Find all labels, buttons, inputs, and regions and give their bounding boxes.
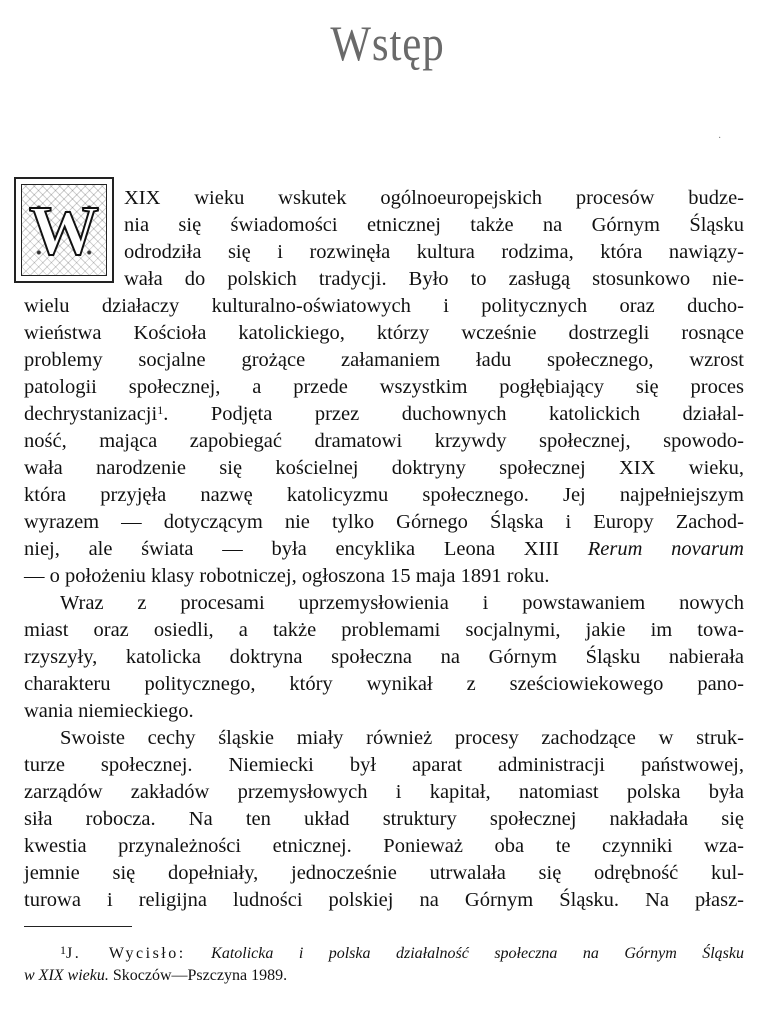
footnote-line — [24, 944, 744, 964]
text-run: niej, ale świata — była encyklika Leona XIII — [24, 538, 560, 560]
scan-speck: · — [718, 133, 722, 144]
text-line: zarządów zakładów przemysłowych i kapitał, natomiast polska była — [24, 781, 744, 803]
text-line — [24, 536, 744, 563]
text-line: ność, mająca zapobiegać dramatowi krzywdy społecznej, spowodo- — [24, 430, 744, 452]
text-line: nia się świadomości etnicznej także na Górnym Śląsku — [124, 214, 744, 236]
text-line: siła robocza. Na ten układ struktury społecznej nakładała się — [24, 808, 744, 830]
text-line: — o położeniu klasy robotniczej, ogłoszona 15 maja 1891 roku. — [24, 565, 550, 587]
footnote-work: Katolicka i polska działalność społeczna na Górnym Śląsku — [211, 945, 745, 962]
text-run: . Podjęta przez duchownych katolickich działal- — [163, 403, 744, 425]
footnote-author: J. Wycisło: — [66, 945, 186, 962]
initial-ornament — [21, 184, 107, 276]
encyclical-title: Rerum novarum — [587, 538, 744, 560]
text-line: kwestia przynależności etnicznej. Ponieważ oba te czynniki wza- — [24, 835, 744, 857]
text-line: wała narodzenie się kościelnej doktryny społecznej XIX wieku, — [24, 457, 744, 479]
text-line: wania niemieckiego. — [24, 700, 194, 722]
text-line: która przyjęła nazwę katolicyzmu społecznego. Jej najpełniejszym — [24, 484, 744, 506]
text-line: turowa i religijna ludności polskiej na Górnym Śląsku. Na płasz- — [24, 889, 744, 911]
footnote-rule — [24, 926, 132, 927]
footnote-marker: 1 — [60, 943, 66, 957]
text-line: patologii społecznej, a przede wszystkim pogłębiający się proces — [24, 376, 744, 398]
text-line: problemy socjalne grożące załamaniem ładu społecznego, wzrost — [24, 349, 744, 371]
page-title: Wstęp — [330, 15, 445, 71]
footnote-line — [24, 966, 744, 986]
text-line: wała do polskich tradycji. Było to zasługą stosunkowo nie- — [124, 268, 744, 290]
footnote-reference: 1 — [157, 403, 164, 417]
footnote-work: w XIX wieku. — [24, 967, 109, 984]
text-line: jemnie się dopełniały, jednocześnie utrwalała się odrębność kul- — [24, 862, 744, 884]
text-line: wieństwa Kościoła katolickiego, którzy wcześnie dostrzegli rosnące — [24, 322, 744, 344]
text-line: turze społecznej. Niemiecki był aparat administracji państwowej, — [24, 754, 744, 776]
text-run: dechrystanizacji — [24, 403, 158, 425]
text-line — [24, 401, 744, 428]
initial-letter: W — [29, 193, 99, 270]
decorated-initial — [14, 177, 114, 283]
text-line: Wraz z procesami uprzemysłowienia i powstawaniem nowych — [60, 592, 744, 614]
text-line: XIX wieku wskutek ogólnoeuropejskich procesów budze- — [124, 187, 744, 209]
text-line: odrodziła się i rozwinęła kultura rodzima, która nawiązy- — [124, 241, 744, 263]
footnote-place: Skoczów—Pszczyna 1989. — [112, 967, 288, 984]
text-line: miast oraz osiedli, a także problemami socjalnymi, jakie im towa- — [24, 619, 744, 641]
text-line: wielu działaczy kulturalno-oświatowych i politycznych oraz ducho- — [24, 295, 744, 317]
text-line: charakteru politycznego, który wynikał z sześciowiekowego pano- — [24, 673, 744, 695]
text-line: rzyszyły, katolicka doktryna społeczna na Górnym Śląsku nabierała — [24, 646, 744, 668]
text-line: Swoiste cechy śląskie miały również procesy zachodzące w struk- — [60, 727, 744, 749]
text-line: wyrazem — dotyczącym nie tylko Górnego Śląska i Europy Zachod- — [24, 511, 744, 533]
